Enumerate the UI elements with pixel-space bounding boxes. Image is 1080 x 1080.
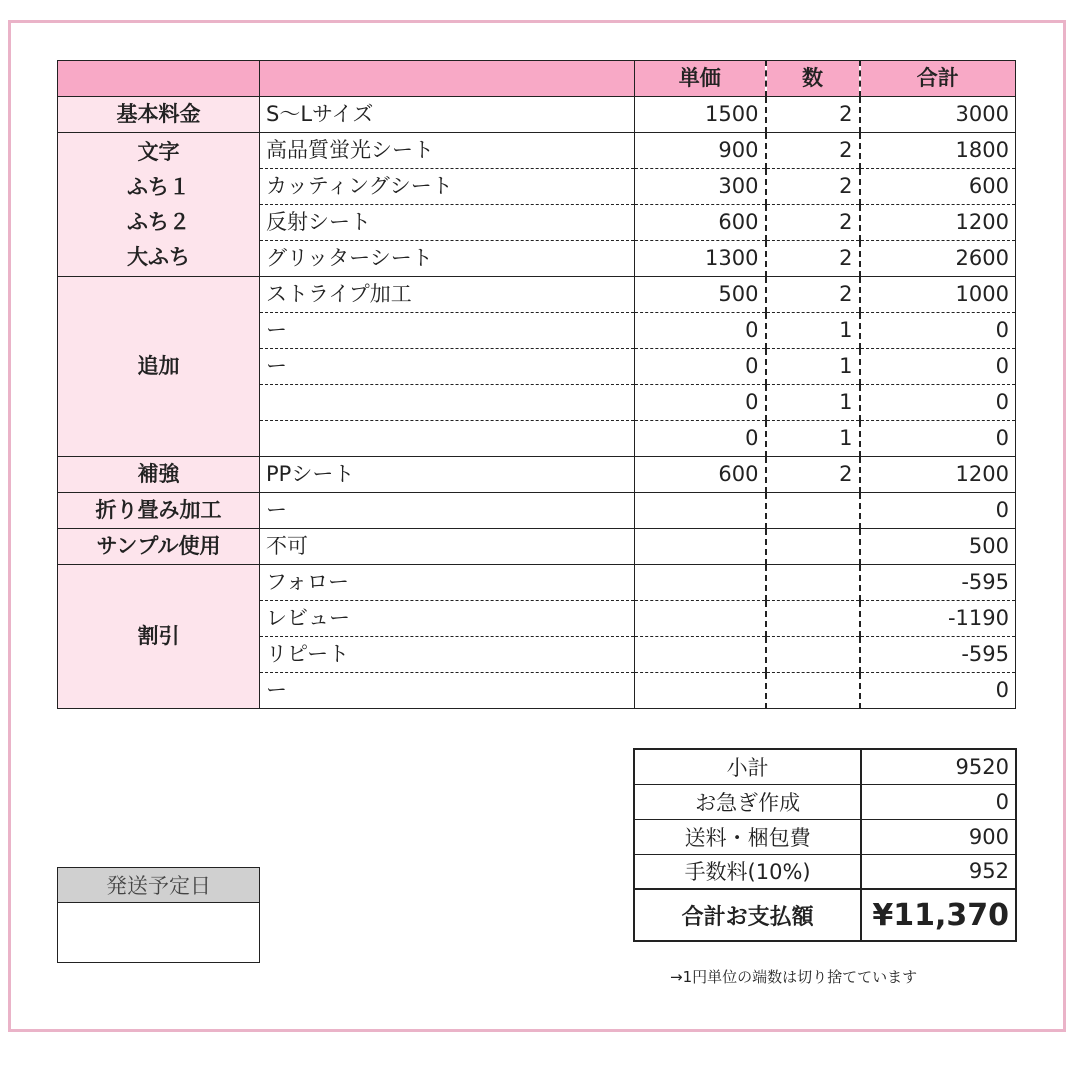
subtotal-label: 小計: [634, 749, 861, 784]
category-waribiki: 割引: [58, 565, 260, 709]
row-unit-price: 300: [635, 169, 766, 205]
header-quantity: 数: [766, 61, 860, 97]
shipping-label: 送料・梱包費: [634, 819, 861, 854]
table-row: [58, 493, 1016, 529]
row-desc: グリッターシート: [260, 241, 635, 277]
ship-date-value: [58, 903, 260, 963]
row-total: 0: [860, 349, 1016, 385]
row-total: 2600: [860, 241, 1016, 277]
row-unit-price: 0: [635, 349, 766, 385]
row-total: 0: [860, 421, 1016, 457]
row-unit-price: 500: [635, 277, 766, 313]
row-total: 0: [860, 385, 1016, 421]
row-desc: レビュー: [260, 601, 635, 637]
ship-date-box: [57, 867, 260, 963]
category-tsuika: 追加: [58, 277, 260, 457]
row-desc: PPシート: [260, 457, 635, 493]
row-desc: [260, 421, 635, 457]
row-quantity: [766, 673, 860, 709]
summary-row-fee: [634, 854, 1016, 889]
row-quantity: 2: [766, 241, 860, 277]
category-hokyo: 補強: [58, 457, 260, 493]
row-quantity: 1: [766, 385, 860, 421]
table-header-row: [58, 61, 1016, 97]
header-unit-price: 単価: [635, 61, 766, 97]
summary-row-subtotal: [634, 749, 1016, 784]
table-row: [58, 277, 1016, 313]
row-unit-price: [635, 673, 766, 709]
subtotal-value: 9520: [955, 754, 1009, 779]
row-quantity: 1: [766, 349, 860, 385]
category-moji: 文字: [137, 139, 180, 164]
table-row: [58, 457, 1016, 493]
rush-label: お急ぎ作成: [634, 784, 861, 819]
grand-total-value: ¥11,370: [861, 889, 1016, 941]
row-quantity: 2: [766, 457, 860, 493]
row-unit-price: 1500: [635, 97, 766, 133]
rounding-note: →1円単位の端数は切り捨てています: [670, 968, 918, 986]
row-quantity: 1: [766, 313, 860, 349]
row-unit-price: 600: [635, 457, 766, 493]
row-quantity: [766, 493, 860, 529]
header-total: 合計: [860, 61, 1016, 97]
row-desc: リピート: [260, 637, 635, 673]
row-total: 1200: [860, 205, 1016, 241]
row-quantity: 2: [766, 97, 860, 133]
row-quantity: [766, 565, 860, 601]
category-base-fee: 基本料金: [58, 97, 260, 133]
fee-value: 952: [861, 854, 1016, 889]
header-blank-desc: [260, 61, 635, 97]
table-row: [58, 97, 1016, 133]
row-total: -595: [860, 565, 1016, 601]
table-row: [58, 565, 1016, 601]
row-total: 1000: [860, 277, 1016, 313]
row-total: -595: [860, 637, 1016, 673]
category-ofuchi: 大ふち: [127, 244, 190, 269]
row-desc: フォロー: [260, 565, 635, 601]
row-total: 0: [860, 673, 1016, 709]
row-desc: ー: [260, 349, 635, 385]
row-unit-price: [635, 529, 766, 565]
row-unit-price: 900: [635, 133, 766, 169]
price-table: [57, 60, 1016, 709]
category-oritatami: 折り畳み加工: [58, 493, 260, 529]
row-unit-price: 0: [635, 385, 766, 421]
row-unit-price: [635, 637, 766, 673]
category-fuchi2: ふち２: [127, 209, 190, 234]
row-unit-price: [635, 565, 766, 601]
row-unit-price: 1300: [635, 241, 766, 277]
summary-row-shipping: [634, 819, 1016, 854]
table-row: [58, 529, 1016, 565]
row-quantity: [766, 637, 860, 673]
row-desc: ー: [260, 673, 635, 709]
row-desc: ー: [260, 493, 635, 529]
grand-total-label: 合計お支払額: [634, 889, 861, 941]
row-quantity: 2: [766, 133, 860, 169]
row-unit-price: 0: [635, 421, 766, 457]
row-unit-price: [635, 601, 766, 637]
row-total: 500: [860, 529, 1016, 565]
row-desc: ー: [260, 313, 635, 349]
row-desc: 高品質蛍光シート: [260, 133, 635, 169]
category-material-group: [58, 133, 260, 277]
row-desc: S〜Lサイズ: [260, 97, 635, 133]
row-desc: 不可: [260, 529, 635, 565]
row-total: -1190: [860, 601, 1016, 637]
row-quantity: 1: [766, 421, 860, 457]
summary-row-rush: [634, 784, 1016, 819]
fee-label: 手数料(10%): [634, 854, 861, 889]
row-total: 1800: [860, 133, 1016, 169]
category-fuchi1: ふち１: [127, 174, 190, 199]
row-quantity: [766, 601, 860, 637]
row-unit-price: 0: [635, 313, 766, 349]
row-total: 600: [860, 169, 1016, 205]
rush-value: 0: [861, 784, 1016, 819]
table-row: [58, 133, 1016, 169]
row-total: 0: [860, 493, 1016, 529]
row-desc: 反射シート: [260, 205, 635, 241]
row-quantity: 2: [766, 169, 860, 205]
row-unit-price: [635, 493, 766, 529]
summary-row-grand-total: [634, 889, 1016, 941]
category-sample: サンプル使用: [58, 529, 260, 565]
row-desc: ストライプ加工: [260, 277, 635, 313]
row-desc: [260, 385, 635, 421]
row-total: 0: [860, 313, 1016, 349]
row-quantity: 2: [766, 205, 860, 241]
row-desc: カッティングシート: [260, 169, 635, 205]
ship-date-label: 発送予定日: [58, 868, 260, 903]
header-blank-category: [58, 61, 260, 97]
row-unit-price: 600: [635, 205, 766, 241]
shipping-value: 900: [861, 819, 1016, 854]
row-quantity: [766, 529, 860, 565]
row-quantity: 2: [766, 277, 860, 313]
row-total: 3000: [860, 97, 1016, 133]
summary-table: [633, 748, 1017, 942]
row-total: 1200: [860, 457, 1016, 493]
